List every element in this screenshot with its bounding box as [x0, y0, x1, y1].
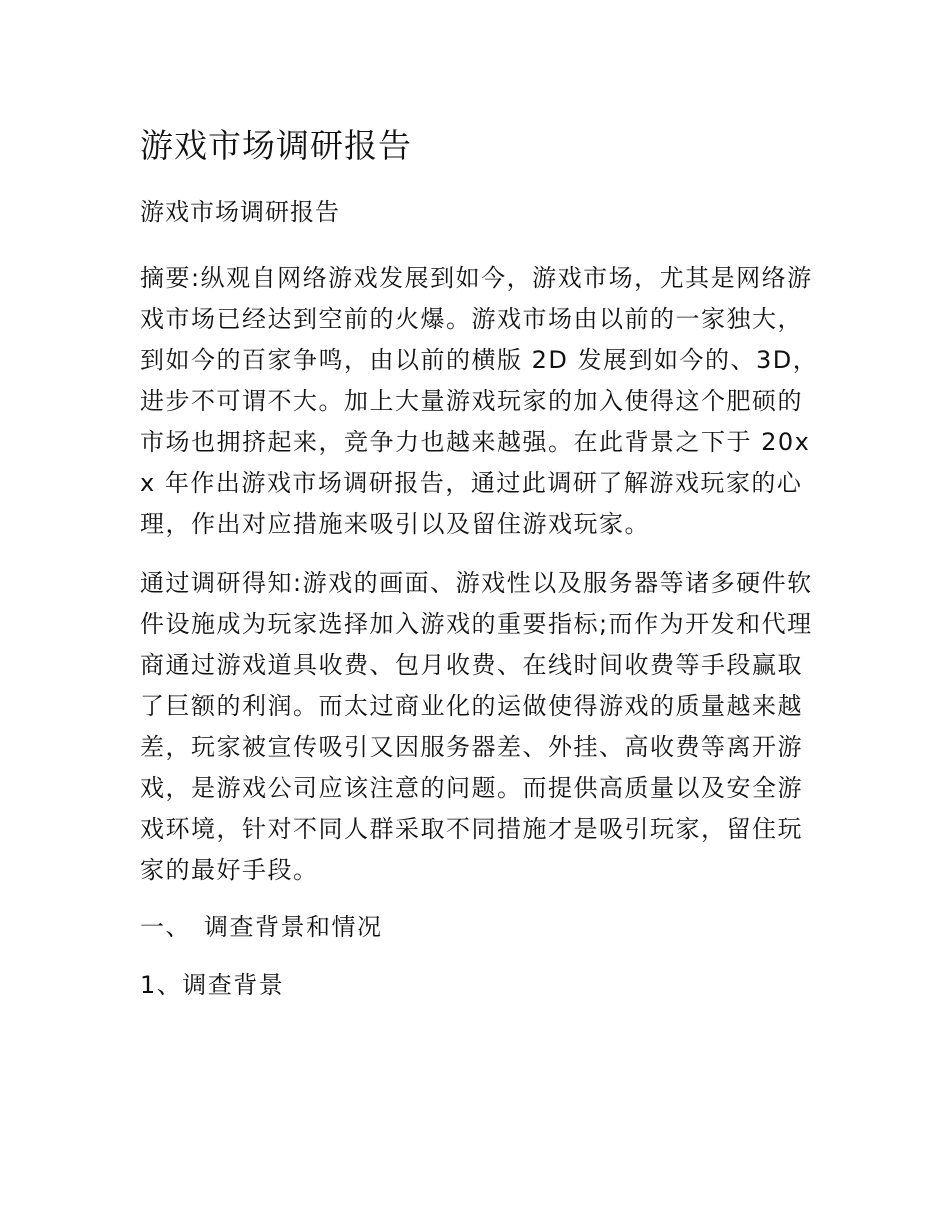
section-title: 调查背景和情况: [204, 913, 383, 941]
section-heading: [140, 909, 820, 945]
abstract-paragraph: 摘要:纵观自网络游戏发展到如今，游戏市场，尤其是网络游戏市场已经达到空前的火爆。游戏市场由以前的一家独大，到如今的百家争鸣，由以前的横版 2D 发展到如今的、3D，进步不可谓不大。加上大量游戏玩家的加入使得这个肥硕的市场也拥挤起来，竞争力也越来越强。在此背景之下于 20xx 年作出游戏市场调研报告，通过此调研了解游戏玩家的心理，作出对应措施来吸引以及留住游戏玩家。: [140, 264, 819, 538]
document-title: 游戏市场调研报告: [140, 126, 412, 165]
document-page: [140, 118, 820, 1003]
section-number: 一、: [140, 913, 191, 941]
document-subtitle: 游戏市场调研报告: [140, 198, 340, 226]
subsection-heading: 1、调查背景: [140, 971, 285, 999]
findings-paragraph: 通过调研得知:游戏的画面、游戏性以及服务器等诸多硬件软件设施成为玩家选择加入游戏的重要指标;而作为开发和代理商通过游戏道具收费、包月收费、在线时间收费等手段赢取了巨额的利润。而太过商业化的运做使得游戏的质量越来越差，玩家被宣传吸引又因服务器差、外挂、高收费等离开游戏，是游戏公司应该注意的问题。而提供高质量以及安全游戏环境，针对不同人群采取不同措施才是吸引玩家，留住玩家的最好手段。: [140, 569, 813, 884]
